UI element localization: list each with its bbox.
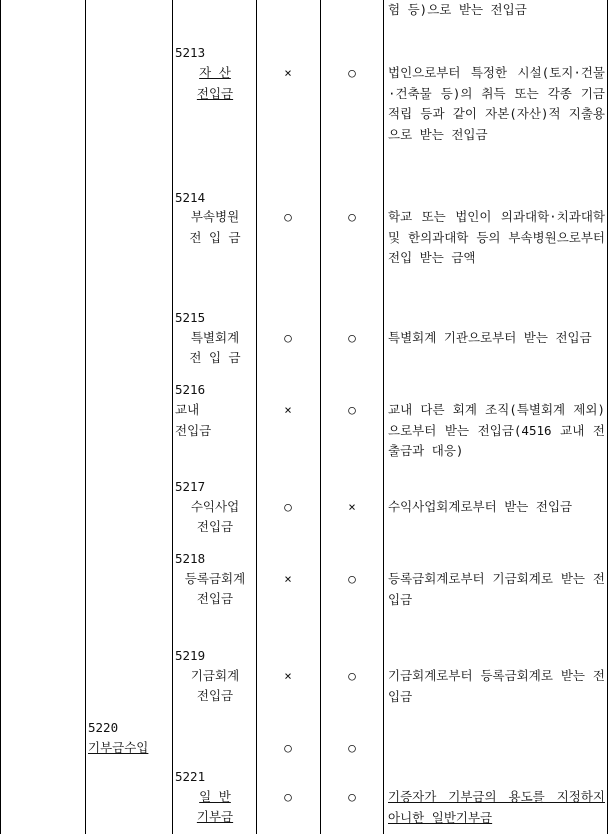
- account-code: 5221: [175, 769, 206, 784]
- mark-col1: ×: [284, 571, 292, 586]
- account-code: 5219: [175, 648, 206, 663]
- account-name: 등록금회계: [184, 571, 246, 586]
- mark-col2: ○: [348, 668, 356, 683]
- account-code: 5213: [175, 45, 206, 60]
- account-code: 5215: [175, 310, 206, 325]
- account-description: 교내 다른 회계 조직(특별회계 제외)으로부터 받는 전입금(4516 교내 전출금과 대응): [388, 402, 605, 458]
- account-name: 기금회계: [190, 668, 240, 683]
- mark-col1: ○: [284, 789, 292, 804]
- account-code: 5216: [175, 382, 206, 397]
- account-name: 전입금: [196, 519, 234, 534]
- mark-col1: ×: [284, 668, 292, 683]
- account-code: 5214: [175, 190, 206, 205]
- mark-col1: ○: [284, 209, 292, 224]
- account-name: 자 산: [199, 65, 231, 80]
- account-description: 법인으로부터 특정한 시설(토지·건물·건축물 등)의 취득 또는 각종 기금적립 등과 같이 자본(자산)적 지출용으로 받는 전입금: [388, 65, 605, 142]
- account-name: 전입금: [175, 423, 212, 438]
- account-description: 특별회계 기관으로부터 받는 전입금: [388, 330, 592, 345]
- group-code: 5220: [88, 720, 119, 735]
- account-name: 전입금: [196, 688, 234, 703]
- table-column-divider: [172, 0, 173, 834]
- mark-col2: ○: [348, 65, 356, 80]
- group-name: 기부금수입: [88, 740, 149, 755]
- account-name: 전 입 금: [189, 230, 241, 245]
- mark-col1: ×: [284, 65, 292, 80]
- account-name: 전 입 금: [189, 350, 241, 365]
- account-name: 일 반: [199, 789, 231, 804]
- description-continuation: 험 등)으로 받는 전입금: [388, 2, 527, 17]
- table-border-right: [607, 0, 608, 834]
- account-description: 기금회계로부터 등록금회계로 받는 전입금: [388, 668, 605, 704]
- account-name: 부속병원: [190, 209, 240, 224]
- account-name: 전입금: [196, 86, 234, 101]
- account-code: 5217: [175, 479, 206, 494]
- mark-col2: ○: [348, 402, 356, 417]
- mark-col2: ×: [348, 499, 356, 514]
- account-name: 수익사업: [190, 499, 240, 514]
- mark-col1: ×: [284, 402, 292, 417]
- account-description: 학교 또는 법인이 의과대학·치과대학 및 한의과대학 등의 부속병원으로부터 전입 받는 금액: [388, 209, 605, 265]
- account-name: 특별회계: [190, 330, 240, 345]
- mark-col2: ○: [348, 209, 356, 224]
- account-name: 전입금: [196, 591, 234, 606]
- mark-col2: ○: [348, 789, 356, 804]
- mark-col2: ○: [348, 740, 356, 755]
- mark-col2: ○: [348, 330, 356, 345]
- account-code: 5218: [175, 551, 206, 566]
- account-description: 기증자가 기부금의 용도를 지정하지 아니한 일반기부금: [388, 789, 605, 825]
- mark-col1: ○: [284, 330, 292, 345]
- account-description: 수익사업회계로부터 받는 전입금: [388, 499, 573, 514]
- account-name: 기부금: [196, 809, 234, 824]
- account-name: 교내: [175, 402, 200, 417]
- table-column-divider: [85, 0, 86, 834]
- mark-col1: ○: [284, 499, 292, 514]
- mark-col1: ○: [284, 740, 292, 755]
- account-description: 등록금회계로부터 기금회계로 받는 전입금: [388, 571, 605, 607]
- mark-col2: ○: [348, 571, 356, 586]
- table-border-left: [0, 0, 1, 834]
